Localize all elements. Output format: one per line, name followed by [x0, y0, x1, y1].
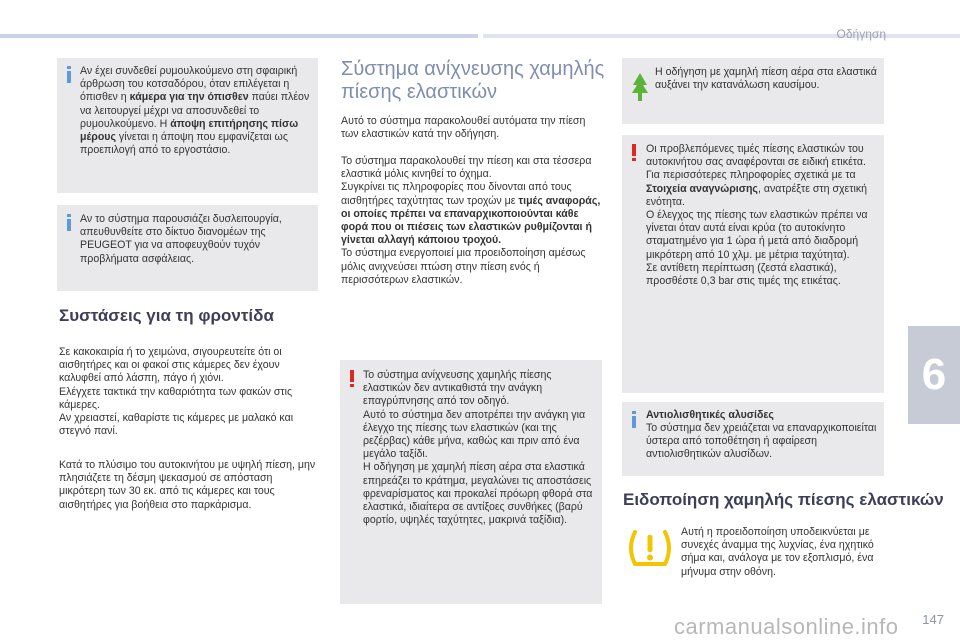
warning-icon — [632, 144, 636, 161]
chapter-number: 6 — [921, 350, 947, 399]
chapter-tab — [908, 326, 960, 424]
care-paragraph-weather: Σε κακοκαιρία ή το χειμώνα, σιγουρευτείτε ότι οι αισθητήρες και οι φακοί στις κάμερες δεν έχουν καλυφθεί από λάσπη, πάγο ή χιόνι. Ελέγχετε τακτικά την καθαριότητα των φακών στις κάμερες. Αν χρειαστεί, καθαρίστε τις κάμερες με μαλακό και στεγνό πανί. — [59, 346, 294, 438]
warning-icon — [350, 370, 354, 387]
low-pressure-alert-heading: Ειδοποίηση χαμηλής πίεσης ελαστικών — [623, 490, 944, 509]
page-number: 147 — [922, 612, 944, 627]
eco-text: Η οδήγηση με χαμηλή πίεση αέρα στα ελαστικά αυξάνει την κατανάλωση καυσίμου. — [655, 66, 877, 92]
alert-text: Αυτή η προειδοποίηση υποδεικνύεται με συνεχές άναμμα της λυχνίας, ένα ηχητικό σήμα και, ανάλογα με τον εξοπλισμό, ένα μήνυμα στην οθόνη. — [681, 526, 874, 578]
info-icon — [67, 214, 71, 231]
care-heading: Συστάσεις για τη φροντίδα — [59, 306, 274, 325]
info-icon — [67, 66, 71, 83]
eco-tree-icon — [632, 73, 648, 101]
watermark: carmanualsonline.info — [674, 614, 899, 639]
tyre-pressure-warning-icon — [626, 527, 674, 569]
tpms-intro: Αυτό το σύστημα παρακολουθεί αυτόματα την πίεση των ελαστικών κατά την οδήγηση. — [341, 115, 586, 141]
chains-title: Αντιολισθητικές αλυσίδες — [646, 409, 774, 421]
info-text-trailer: Αν έχει συνδεθεί ρυμουλκούμενο στη σφαιρική άρθρωση του κοτσαδόρου, όταν επιλέγεται η όπισθεν η κάμερα για την όπισθεν παύει πλέον να λειτουργεί μέχρι να αποσυνδεθεί το ρυμουλκούμενο. Η άποψη επιτήρησης πίσω μέρους γίνεται η άποψη που εμφανίζεται ως προεπιλογή από το εργοστάσιο. — [80, 65, 310, 157]
care-paragraph-washing: Κατά το πλύσιμο του αυτοκινήτου με υψηλή πίεση, μην πλησιάζετε τη δέσμη ψεκασμού σε απόσταση μικρότερη των 30 εκ. από τις κάμερες και τους αισθητήρες για βοήθεια στο παρκάρισμα. — [59, 459, 316, 511]
section-title: Οδήγηση — [836, 27, 886, 41]
header-bar-right — [483, 34, 960, 38]
warning-text-vigilance: Το σύστημα ανίχνευσης χαμηλής πίεσης ελαστικών δεν αντικαθιστά την ανάγκη επαγρύπνησης από τον οδηγό. Αυτό το σύστημα δεν αποτρέπει την ανάγκη για έλεγχο της πίεσης των ελαστικών (και της ρεζέρβας) κάθε μήνα, καθώς και πριν από ένα μεγάλο ταξίδι. Η οδήγηση με χαμηλή πίεση αέρα στα ελαστικά επηρεάζει το κράτημα, μεγαλώνει τις αποστάσεις φρεναρίσματος και προκαλεί πρόωρη φθορά στα ελαστικά, ιδιαίτερα σε αντίξοες συνθήκες (βαρύ φορτίο, υψηλές ταχύτητες, μακρινά ταξίδια). — [363, 369, 593, 527]
header-bar-left — [0, 34, 478, 38]
chains-text: Το σύστημα δεν χρειάζεται να επαναρχικοποιείται ύστερα από τοποθέτηση ή αφαίρεση αντιολισθητικών αλυσίδων. — [646, 422, 877, 461]
tpms-title: Σύστημα ανίχνευσης χαμηλής πίεσης ελαστικών — [341, 58, 605, 103]
warning-text-pressure: Οι προβλεπόμενες τιμές πίεσης ελαστικών του αυτοκινήτου σας αναφέρονται σε ειδική ετικέτα. Για περισσότερες πληροφορίες σχετικά με τα Στοιχεία αναγνώρισης, ανατρέξτε στη σχετική ενότητα. Ο έλεγχος της πίεσης των ελαστικών πρέπει να γίνεται όταν αυτά είναι κρύα (το αυτοκίνητο σταματημένο για 1 ώρα ή μετά από διαδρομή μικρότερη από 10 χλμ. με μέτρια ταχύτητα). Σε αντίθετη περίπτωση (ζεστά ελαστικά), προσθέστε 0,3 bar στις τιμές της ετικέτας. — [646, 143, 868, 288]
info-text-malfunction: Αν το σύστημα παρουσιάζει δυσλειτουργία, απευθυνθείτε στο δίκτυο διανομέων της PEUGEOT για να αποφευχθούν τυχόν προβλήματα ασφάλειας. — [80, 213, 282, 265]
tpms-description: Το σύστημα παρακολουθεί την πίεση και στα τέσσερα ελαστικά μόλις κινηθεί το όχημα. Συγκρίνει τις πληροφορίες που δίνονται από τους αισθητήρες ταχύτητας των τροχών με τιμές αναφοράς, οι οποίες πρέπει να επαναρχικοποιούνται κάθε φορά που οι πιέσεις των ελαστικών ρυθμίζονται ή γίνεται αλλαγή κάποιου τροχού. Το σύστημα ενεργοποιεί μια προειδοποίηση αμέσως μόλις ανιχνεύσει πτώση στην πίεση ενός ή περισσότερων ελαστικών. — [341, 155, 601, 286]
info-icon — [632, 411, 636, 428]
